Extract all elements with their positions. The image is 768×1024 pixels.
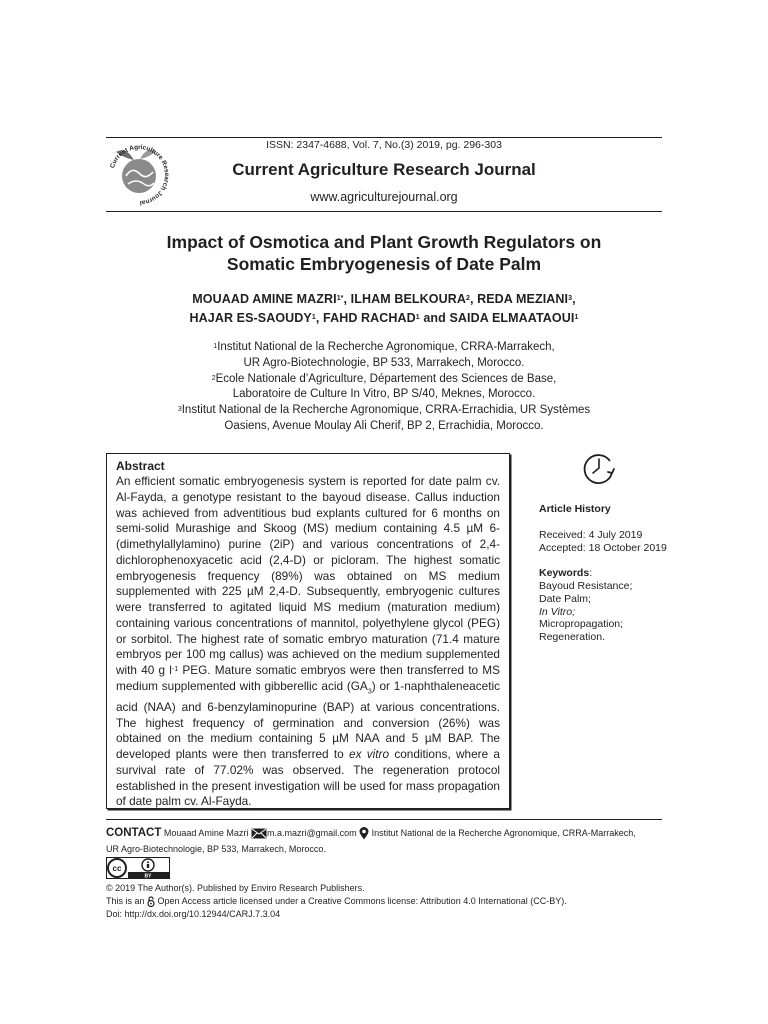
header-top-rule [106, 137, 662, 138]
accepted-date: Accepted: 18 October 2019 [539, 542, 667, 554]
contact-rule [106, 819, 662, 820]
header-bottom-rule [106, 211, 662, 212]
license-line: This is an Open Access article licensed under a Creative Commons license: Attribution 4.0 International (CC-BY). [106, 896, 567, 906]
title-line-1: Impact of Osmotica and Plant Growth Regulators on [166, 232, 602, 252]
article-title [120, 231, 648, 275]
contact-label: CONTACT [106, 827, 162, 839]
author-name: REDA MEZIANI [477, 292, 569, 306]
author-line-1: MOUAAD AMINE $MAZRI^{1*}$, ILHAM BELKOURA$^2$, REDA MEZIANI$^3$, [192, 292, 576, 306]
author-name: ILHAM BELKOURA [350, 292, 466, 306]
author-name: MOUAAD AMINE MAZRI [192, 292, 337, 306]
keyword-item: Bayoud Resistance; [539, 580, 633, 592]
affiliation-3-line-2: Oasiens, Avenue Moulay Ali Cherif, BP 2, Errachidia, Morocco. [224, 419, 544, 432]
affiliation-3-line-1: $^3$Institut National de la Recherche Agronomique, CRRA-Errachidia, UR Systèmes [177, 404, 591, 417]
cc-badge-text: BY [144, 873, 152, 879]
title-line-2: Somatic Embryogenesis of Date Palm [226, 254, 542, 274]
journal-title: Current Agriculture Research Journal [232, 160, 536, 179]
affiliation-list [106, 340, 662, 435]
affiliation-mark: 1 [213, 343, 218, 350]
contact-block [106, 825, 668, 857]
journal-website-link[interactable]: www.agriculturejournal.org [310, 190, 458, 204]
location-pin-icon [359, 827, 369, 840]
contact-address-line-1: Institut National de la Recherche Agronomique, CRRA-Marrakech, [371, 828, 636, 838]
clock-history-icon [580, 451, 620, 487]
logo-text: Current Agriculture Research Journal [108, 143, 171, 206]
email-icon [251, 828, 267, 839]
author-line-2: HAJAR ES-SAOUDY$^1$, FAHD RACHAD$^1$ and SAIDA ELMAATAOUI$^1$ [189, 311, 579, 325]
keywords-label: Keywords: [539, 567, 593, 579]
cc-by-license-icon [106, 857, 170, 879]
keyword-item: Regeneration. [539, 631, 605, 644]
keyword-list [539, 580, 632, 644]
affiliation-mark: 2 [211, 374, 216, 382]
author-name: SAIDA ELMAATAOUI [449, 311, 575, 325]
open-access-lock-icon [147, 896, 155, 907]
contact-address-line-2: UR Agro-Biotechnologie, BP 533, Marrakech, Morocco. [106, 844, 326, 854]
keyword-item: Date Palm; [539, 592, 591, 605]
contact-email-link[interactable]: m.a.mazri@gmail.com [266, 828, 357, 838]
author-list [106, 290, 662, 328]
and-word: and [423, 311, 446, 325]
abstract-text: An efficient somatic embryogenesis system is reported for date palm cv. Al-Fayda, a genotype resistant to the bayoud disease. Callus induction was achieved from adventitious bud explants cultured for 6 months on semi-solid Murashige and Skoog (MS) medium containing 4.5 µM 6-(dimethylallylamino) purine (2iP) and various concentrations of 2,4-dichlorophenoxyacetic acid (2,4-D) or picloram. The highest somatic embryogenesis frequency (89%) was obtained on MS medium supplemented with 225 µM 2,4-D. Subsequently, embryogenic cultures were transferred to agitated liquid MS medium (maturation medium) containing various concentrations of mannitol, polyethylene glycol (PEG) or sorbitol. The highest rate of somatic embryo maturation (71.4 mature embryos per 100 mg callus) was achieved on the medium supplemented with 40 g $l^{-1}$ PEG. Mature somatic embryos were then transferred to MS medium supplemented with gibberellic acid $(GA_3)$ or 1-naphthaleneacetic acid (NAA) and 6-benzylaminopurine (BAP) at various concentrations. The highest frequency of germination and conversion (26%) was obtained on the medium containing 5 µM NAA and 5 µM BAP. The developed plants were then transferred to ex vitro conditions, where a survival rate of 77.02% was observed. The regeneration protocol established in the present investigation will be used for mass propagation of date palm cv. Al-Fayda. [116, 474, 500, 809]
copyright-line: © 2019 The Author(s). Published by Enviro Research Publishers. [106, 883, 365, 893]
author-affil-mark: 1 [311, 314, 316, 321]
svg-text:cc: cc [112, 864, 122, 873]
issn-line: ISSN: 2347-4688, Vol. 7, No.(3) 2019, pg. 296-303 [266, 139, 502, 151]
affiliation-1-line-2: UR Agro-Biotechnologie, BP 533, Marrakech, Morocco. [243, 356, 525, 369]
received-date: Received: 4 July 2019 [539, 529, 643, 541]
contact-name: Mouaad Amine Mazri [163, 828, 249, 838]
keyword-item: Micropropagation; [539, 618, 624, 631]
affiliation-2-line-1: $^2$Ecole Nationale d’Agriculture, Département des Sciences de Base, [211, 372, 557, 385]
author-name: FAHD RACHAD [323, 311, 416, 325]
author-affil-mark: 1 [574, 314, 579, 321]
affiliation-1-line-1: $^1$Institut National de la Recherche Agronomique, CRRA-Marrakech, [213, 341, 555, 353]
author-affil-mark: 3 [568, 295, 573, 302]
author-name: HAJAR ES-SAOUDY [189, 311, 312, 325]
doi-link[interactable]: Doi: http://dx.doi.org/10.12944/CARJ.7.3.04 [106, 909, 281, 919]
author-affil-mark: 1 [415, 314, 420, 321]
abstract-heading: Abstract [116, 459, 165, 473]
author-affil-mark: 1* [336, 295, 344, 302]
article-history-label: Article History [539, 503, 611, 515]
affiliation-2-line-2: Laboratoire de Culture In Vitro, BP S/40, Meknes, Morocco. [232, 388, 536, 401]
keyword-item: In Vitro; [539, 605, 575, 618]
affiliation-mark: 3 [177, 406, 182, 414]
author-affil-mark: 2 [465, 295, 470, 302]
